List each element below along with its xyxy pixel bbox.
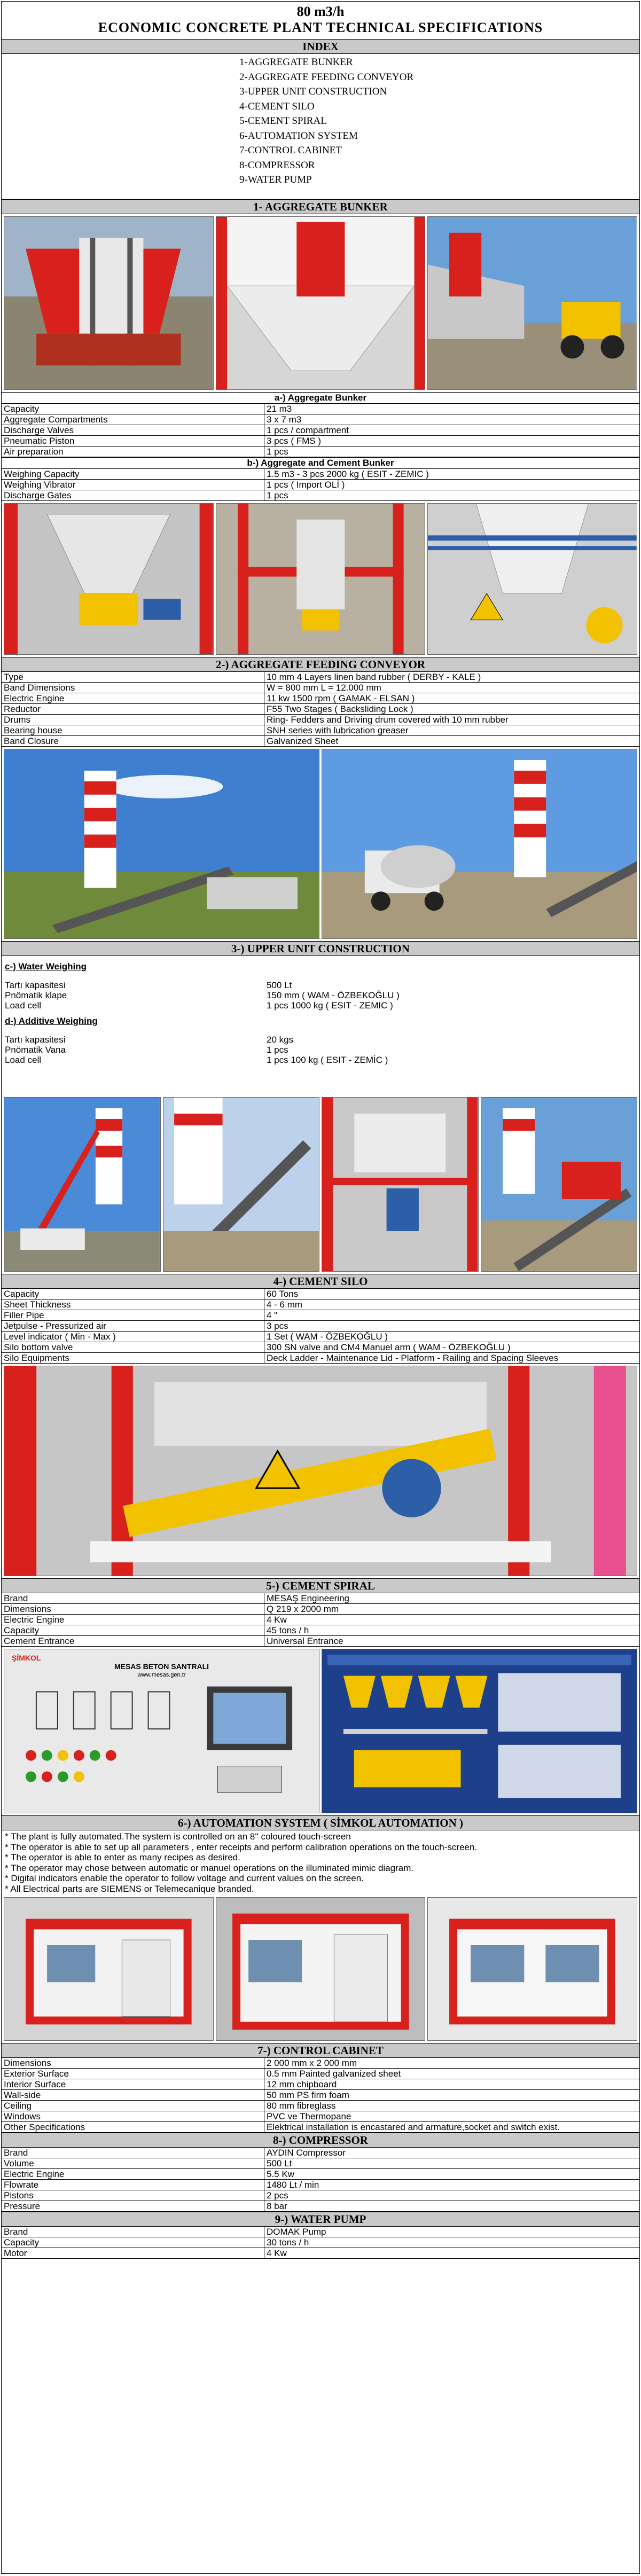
photo-cabinet-right bbox=[427, 1897, 637, 2041]
subsection-b-heading: b-) Aggregate and Cement Bunker bbox=[2, 457, 639, 469]
table-row: Pressure 8 bar bbox=[2, 2201, 639, 2212]
section-aggregate-bunker-heading: 1- AGGREGATE BUNKER bbox=[2, 199, 639, 214]
table-row: Brand DOMAK Pump bbox=[2, 2227, 639, 2237]
table-row: Pneumatic Piston 3 pcs ( FMS ) bbox=[2, 436, 639, 447]
table-row: Level indicator ( Min - Max ) 1 Set ( WAM - ÖZBEKOĞLU ) bbox=[2, 1332, 639, 1342]
photo-strip-automation bbox=[2, 1647, 639, 1815]
list-item: Pnömatik Vana 1 pcs bbox=[5, 1045, 288, 1055]
photo-control-panel bbox=[4, 1649, 319, 1813]
section-upper-unit-heading: 3-) UPPER UNIT CONSTRUCTION bbox=[2, 941, 639, 956]
photo-upper-platform bbox=[322, 1097, 479, 1272]
table-row: Windows PVC ve Thermopane bbox=[2, 2111, 639, 2122]
table-row: Ceiling 80 mm fibreglass bbox=[2, 2101, 639, 2111]
feeding-conveyor-table bbox=[2, 672, 639, 747]
photo-strip-weighing bbox=[2, 501, 639, 657]
table-row: Bearing house SNH series with lubrication greaser bbox=[2, 725, 639, 736]
table-row: Interior Surface 12 mm chipboard bbox=[2, 2079, 639, 2090]
index-item: 7-CONTROL CABINET bbox=[239, 145, 342, 156]
table-row: Silo Equipments Deck Ladder - Maintenance Lid - Platform - Railing and Spacing Sleeves bbox=[2, 1353, 639, 1364]
photo-bunker-hopper bbox=[216, 216, 426, 390]
table-row: Sheet Thickness 4 - 6 mm bbox=[2, 1299, 639, 1310]
table-row: Dimensions 2 000 mm x 2 000 mm bbox=[2, 2058, 639, 2069]
index-item: 5-CEMENT SPIRAL bbox=[239, 115, 327, 127]
table-row: Jetpulse - Pressurized air 3 pcs bbox=[2, 1321, 639, 1332]
photo-conveyor-silo bbox=[4, 749, 319, 939]
section-feeding-conveyor-heading: 2-) AGGREGATE FEEDING CONVEYOR bbox=[2, 657, 639, 672]
photo-strip-bunker bbox=[2, 214, 639, 392]
control-cabinet-table bbox=[2, 2058, 639, 2133]
table-row: Capacity 45 tons / h bbox=[2, 1625, 639, 1636]
photo-cabinet-left bbox=[4, 1897, 214, 2041]
table-row: Electric Engine 11 kw 1500 rpm ( GAMAK - ELSAN ) bbox=[2, 693, 639, 704]
photo-strip-cement-silo bbox=[2, 1364, 639, 1578]
panel-brand: ŞİMKOL bbox=[12, 1654, 41, 1662]
photo-conveyor-top bbox=[481, 1097, 638, 1272]
table-row: Filler Pipe 4 " bbox=[2, 1310, 639, 1321]
list-item: * All Electrical parts are SIEMENS or Telemecanique branded. bbox=[5, 1883, 254, 1894]
index-item: 6-AUTOMATION SYSTEM bbox=[239, 130, 358, 142]
index-item: 3-UPPER UNIT CONSTRUCTION bbox=[239, 86, 387, 97]
table-row: Reductor F55 Two Stages ( Backsliding Lock ) bbox=[2, 704, 639, 715]
table-row: Discharge Valves 1 pcs / compartment bbox=[2, 425, 639, 436]
additive-weighing-heading: d-) Additive Weighing bbox=[5, 1016, 98, 1026]
title-capacity: 80 m3/h bbox=[296, 4, 345, 19]
aggregate-bunker-table bbox=[2, 404, 639, 457]
index-item: 9-WATER PUMP bbox=[239, 174, 312, 185]
table-row: Capacity 21 m3 bbox=[2, 404, 639, 414]
list-item: Load cell 1 pcs 1000 kg ( ESIT - ZEMIC ) bbox=[5, 1000, 393, 1011]
spec-document bbox=[1, 1, 640, 2574]
table-row: Brand MESAŞ Engineering bbox=[2, 1593, 639, 1604]
section-automation-heading: 6-) AUTOMATION SYSTEM ( SİMKOL AUTOMATION ) bbox=[2, 1815, 639, 1830]
table-row: Pistons 2 pcs bbox=[2, 2190, 639, 2201]
list-item: * The operator is able to enter as many recipes as desired. bbox=[5, 1852, 240, 1862]
section-cement-spiral-heading: 5-) CEMENT SPIRAL bbox=[2, 1578, 639, 1593]
table-row: Weighing Capacity 1.5 m3 - 3 pcs 2000 kg ( ESIT - ZEMIC ) bbox=[2, 469, 639, 480]
panel-title: MESAS BETON SANTRALI bbox=[114, 1662, 209, 1671]
section-water-pump-heading: 9-) WATER PUMP bbox=[2, 2212, 639, 2227]
document-title bbox=[2, 2, 639, 39]
list-item: * The plant is fully automated.The system is controlled on an 8'' coloured touch-screen bbox=[5, 1831, 351, 1842]
photo-automation-screen bbox=[322, 1649, 637, 1813]
list-item: Pnömatik klape 150 mm ( WAM - ÖZBEKOĞLU ) bbox=[5, 990, 400, 1000]
table-row: Aggregate Compartments 3 x 7 m3 bbox=[2, 414, 639, 425]
list-item: Load cell 1 pcs 100 kg ( ESIT - ZEMİC ) bbox=[5, 1055, 388, 1065]
table-row: Discharge Gates 1 pcs bbox=[2, 490, 639, 501]
index-heading: INDEX bbox=[2, 39, 639, 54]
subsection-a-heading: a-) Aggregate Bunker bbox=[2, 392, 639, 404]
water-pump-table bbox=[2, 2227, 639, 2259]
index-list bbox=[2, 54, 639, 199]
automation-features bbox=[2, 1830, 639, 1895]
table-row: Silo bottom valve 300 SN valve and CM4 Manuel arm ( WAM - ÖZBEKOĞLU ) bbox=[2, 1342, 639, 1353]
index-item: 2-AGGREGATE FEEDING CONVEYOR bbox=[239, 71, 414, 83]
list-item: Tartı kapasitesi 500 Lt bbox=[5, 980, 292, 990]
table-row: Type 10 mm 4 Layers linen band rubber ( DERBY - KALE ) bbox=[2, 672, 639, 683]
cement-spiral-table bbox=[2, 1593, 639, 1647]
water-weighing-heading: c-) Water Weighing bbox=[5, 961, 87, 972]
photo-strip-conveyor bbox=[2, 747, 639, 941]
compressor-table bbox=[2, 2148, 639, 2212]
section-control-cabinet-heading: 7-) CONTROL CABINET bbox=[2, 2043, 639, 2058]
section-compressor-heading: 8-) COMPRESSOR bbox=[2, 2133, 639, 2148]
upper-unit-block bbox=[2, 961, 639, 1095]
table-row: Air preparation 1 pcs bbox=[2, 447, 639, 457]
photo-weigh-frame bbox=[216, 503, 426, 655]
photo-conveyor-truck bbox=[322, 749, 637, 939]
photo-crane-silo bbox=[4, 1097, 161, 1272]
photo-bunker-loader bbox=[427, 216, 637, 390]
table-row: Wall-side 50 mm PS firm foam bbox=[2, 2090, 639, 2101]
photo-cabinet-center bbox=[216, 1897, 426, 2041]
table-row: Dimensions Q 219 x 2000 mm bbox=[2, 1604, 639, 1615]
photo-silo-screw bbox=[4, 1366, 637, 1576]
table-row: Weighing Vibrator 1 pcs ( Import OLİ ) bbox=[2, 480, 639, 490]
table-row: Brand AYDIN Compressor bbox=[2, 2148, 639, 2158]
table-row: Band Closure Galvanized Sheet bbox=[2, 736, 639, 747]
index-item: 8-COMPRESSOR bbox=[239, 159, 315, 171]
photo-weigh-pipes bbox=[427, 503, 637, 655]
photo-bunker-ladder bbox=[4, 216, 214, 390]
index-item: 4-CEMENT SILO bbox=[239, 100, 315, 112]
aggregate-cement-bunker-table bbox=[2, 469, 639, 501]
table-row: Capacity 60 Tons bbox=[2, 1289, 639, 1299]
index-item: 1-AGGREGATE BUNKER bbox=[239, 57, 353, 68]
table-row: Drums Ring- Fedders and Driving drum covered with 10 mm rubber bbox=[2, 715, 639, 725]
photo-strip-upper-unit bbox=[2, 1095, 639, 1274]
table-row: Cement Entrance Universal Entrance bbox=[2, 1636, 639, 1647]
table-row: Other Specifications Elektrical installation is encastared and armature,socket and switch exist. bbox=[2, 2122, 639, 2133]
list-item: * The operator is able to set up all parameters , enter receipts and perform calibration operations on the touch-screen. bbox=[5, 1842, 478, 1852]
cement-silo-table bbox=[2, 1289, 639, 1364]
table-row: Electric Engine 4 Kw bbox=[2, 1615, 639, 1625]
table-row: Volume 500 Lt bbox=[2, 2158, 639, 2169]
table-row: Electric Engine 5.5 Kw bbox=[2, 2169, 639, 2180]
photo-incline-conveyor bbox=[163, 1097, 320, 1272]
table-row: Flowrate 1480 Lt / min bbox=[2, 2180, 639, 2190]
photo-strip-cabinet bbox=[2, 1895, 639, 2043]
table-row: Exterior Surface 0.5 mm Painted galvanized sheet bbox=[2, 2069, 639, 2079]
list-item: Tartı kapasitesi 20 kgs bbox=[5, 1035, 294, 1045]
table-row: Capacity 30 tons / h bbox=[2, 2237, 639, 2248]
panel-url: www.mesas.gen.tr bbox=[137, 1672, 186, 1678]
list-item: * The operator may chose between automatic or manuel operations on the illuminated mimic diagram. bbox=[5, 1862, 414, 1873]
title-main: ECONOMIC CONCRETE PLANT TECHNICAL SPECIFICATIONS bbox=[98, 20, 543, 35]
section-cement-silo-heading: 4-) CEMENT SILO bbox=[2, 1274, 639, 1289]
table-row: Band Dimensions W = 800 mm L = 12.000 mm bbox=[2, 683, 639, 693]
photo-weigh-hopper bbox=[4, 503, 214, 655]
list-item: * Digital indicators enable the operator to follow voltage and current values on the screen. bbox=[5, 1873, 364, 1883]
table-row: Motor 4 Kw bbox=[2, 2248, 639, 2259]
